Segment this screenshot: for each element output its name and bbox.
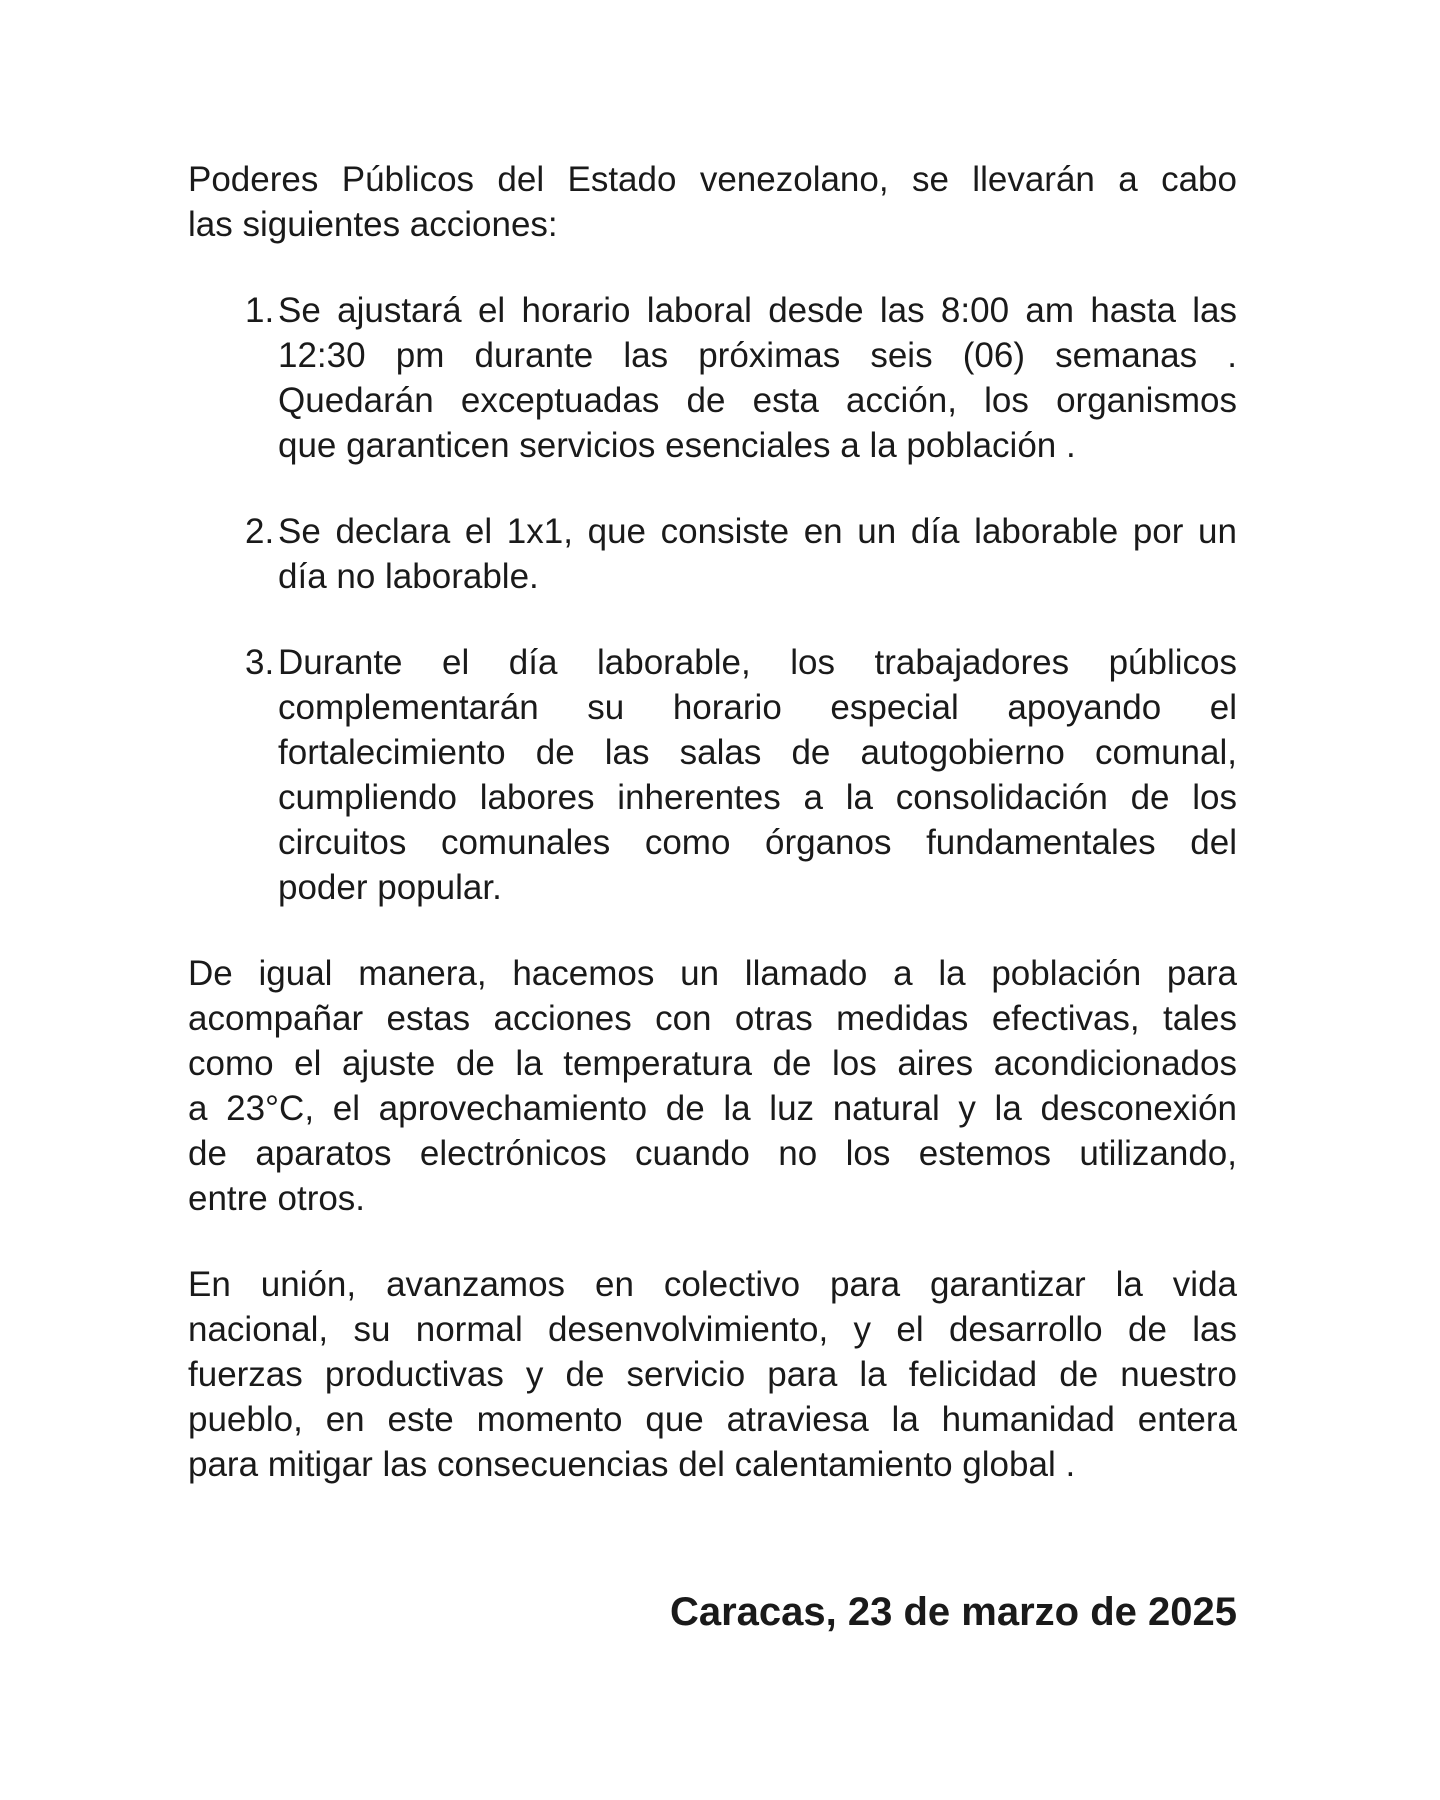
text-line: Durante el día laborable, los trabajadores públicos [278,643,1237,682]
text-line: Se declara el 1x1, que consiste en un día laborable por un [278,512,1237,551]
list-marker: 2. [245,512,275,551]
list-item-text [278,640,1237,910]
text-line: Quedarán exceptuadas de esta acción, los organismos [278,381,1237,420]
numbered-list [188,288,1237,910]
text-line: Se ajustará el horario laboral desde las 8:00 am hasta las [278,291,1237,330]
list-marker: 3. [245,643,275,682]
text-line: circuitos comunales como órganos fundamentales del [278,823,1237,862]
list-item-3 [188,640,1237,910]
text-line: fortalecimiento de las salas de autogobierno comunal, [278,733,1237,772]
text-line: entre otros. [188,1179,366,1218]
closing-paragraph-2 [188,1262,1237,1487]
list-marker: 1. [245,291,275,330]
text-line: como el ajuste de la temperatura de los aires acondicionados [188,1044,1237,1083]
text-line: nacional, su normal desenvolvimiento, y el desarrollo de las [188,1310,1237,1349]
list-item-2 [188,509,1237,599]
text-line: poder popular. [278,868,502,907]
list-item-text [278,509,1237,599]
dateline: Caracas, 23 de marzo de 2025 [669,1590,1237,1634]
intro-paragraph [188,157,1237,247]
text-line: 12:30 pm durante las próximas seis (06) semanas . [278,336,1237,375]
text-line: día no laborable. [278,557,539,596]
text-line: Poderes Públicos del Estado venezolano, se llevarán a cabo [188,160,1237,199]
text-line: de aparatos electrónicos cuando no los estemos utilizando, [188,1134,1237,1173]
document-body [188,157,1237,1635]
text-line: acompañar estas acciones con otras medidas efectivas, tales [188,999,1237,1038]
text-line: para mitigar las consecuencias del calentamiento global . [188,1445,1076,1484]
text-line: que garanticen servicios esenciales a la población . [278,426,1076,465]
text-line: pueblo, en este momento que atraviesa la humanidad entera [188,1400,1237,1439]
list-item-text [278,288,1237,468]
text-line: fuerzas productivas y de servicio para la felicidad de nuestro [188,1355,1237,1394]
text-line: De igual manera, hacemos un llamado a la población para [188,954,1237,993]
text-line: complementarán su horario especial apoyando el [278,688,1237,727]
text-line: En unión, avanzamos en colectivo para garantizar la vida [188,1265,1237,1304]
text-line: las siguientes acciones: [188,205,558,244]
text-line: a 23°C, el aprovechamiento de la luz natural y la desconexión [188,1089,1237,1128]
closing-paragraph-1 [188,951,1237,1221]
list-item-1 [188,288,1237,468]
text-line: cumpliendo labores inherentes a la consolidación de los [278,778,1237,817]
